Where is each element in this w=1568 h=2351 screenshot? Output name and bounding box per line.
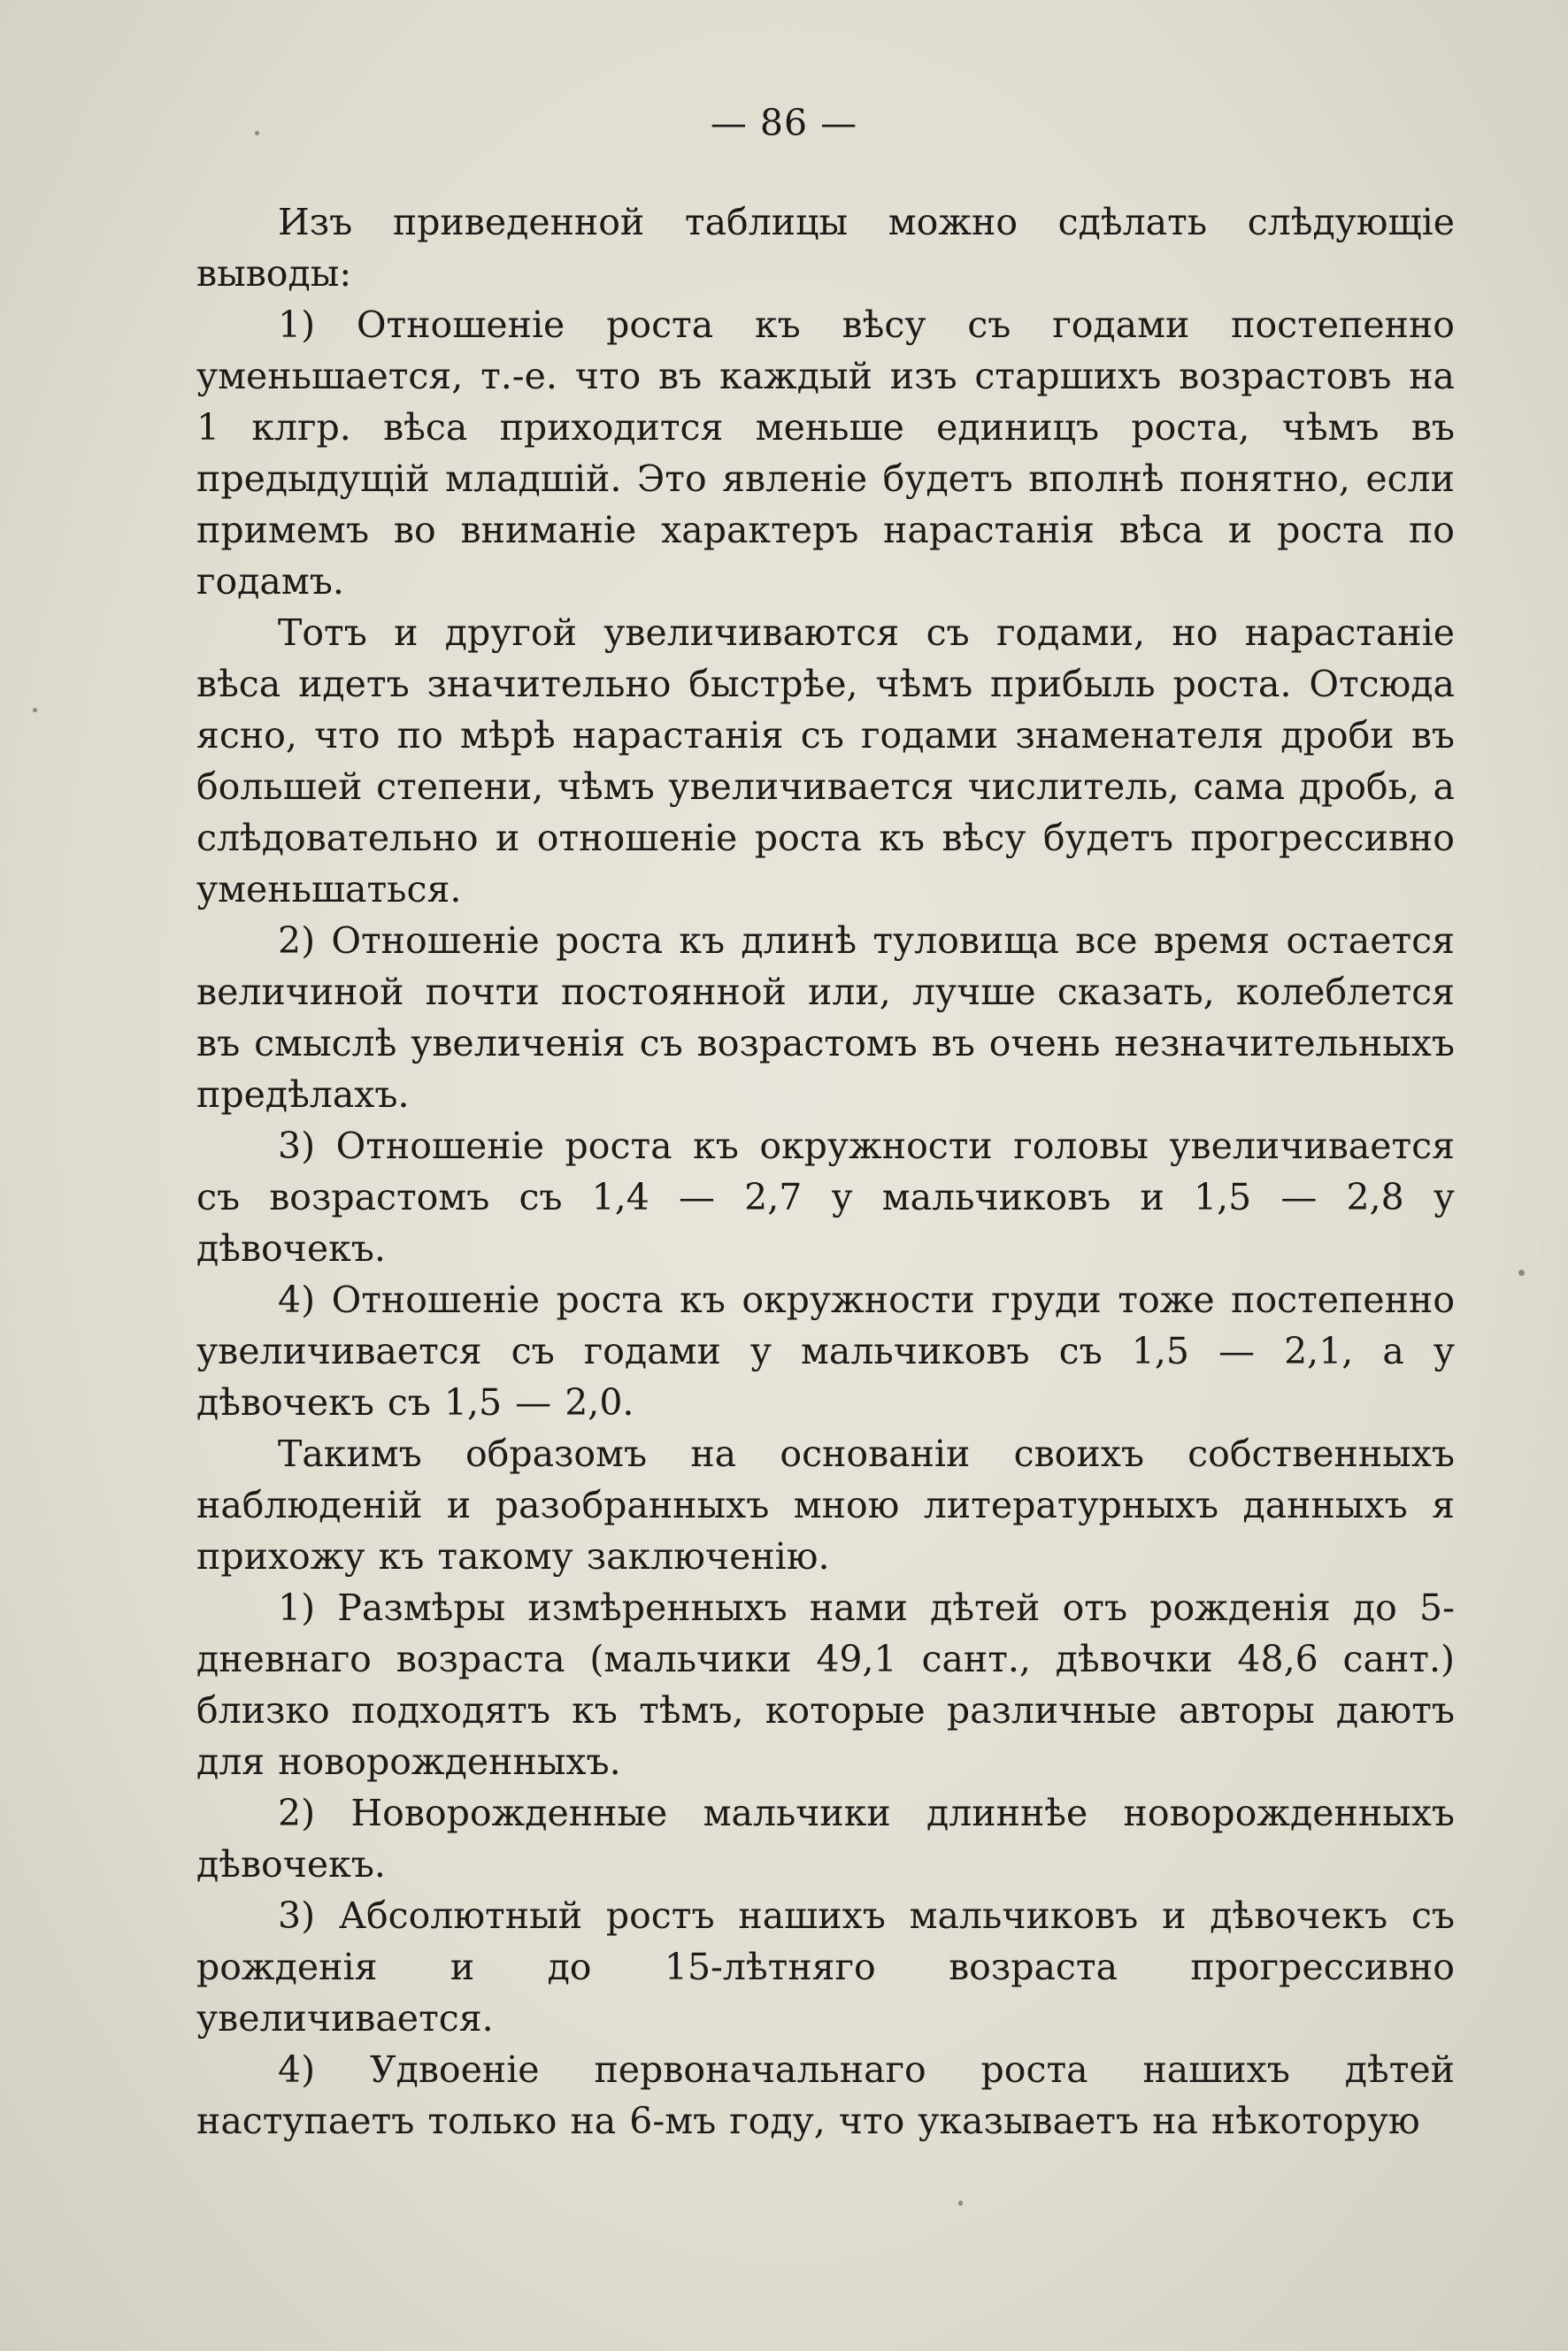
ink-speck — [958, 2201, 963, 2206]
paragraph-intro: Изъ приведенной таблицы можно сдѣлать слѣдующіе выводы: — [196, 201, 1455, 295]
body-text — [196, 196, 1455, 2147]
paragraph-summary-2: 2) Новорожденные мальчики длиннѣе новорожденныхъ дѣвочекъ. — [196, 1792, 1455, 1886]
paragraph-summary-4: 4) Удвоеніе первоначальнаго роста нашихъ дѣтей наступаетъ только на 6-мъ году, что указываетъ на нѣкоторую — [196, 2048, 1455, 2142]
ink-speck — [1518, 1270, 1525, 1276]
paragraph-conclusion-3: 3) Отношеніе роста къ окружности головы увеличивается съ возрастомъ съ 1,4 — 2,7 у мальчиковъ и 1,5 — 2,8 у дѣвочекъ. — [196, 1125, 1455, 1270]
ink-speck — [33, 708, 37, 712]
paragraph-explanation: Тотъ и другой увеличиваются съ годами, но нарастаніе вѣса идетъ значительно быстрѣе, чѣмъ прибыль роста. Отсюда ясно, что по мѣрѣ нарастанія съ годами знаменателя дроби въ большей степени, чѣмъ увеличивается числитель, сама дробь, а слѣдовательно и отношеніе роста къ вѣсу будетъ прогрессивно уменьшаться. — [196, 611, 1455, 910]
paragraph-summary-3: 3) Абсолютный ростъ нашихъ мальчиковъ и дѣвочекъ съ рожденія и до 15-лѣтняго возраста прогрессивно увеличивается. — [196, 1894, 1455, 2040]
paragraph-conclusion-2: 2) Отношеніе роста къ длинѣ туловища все время остается величиной почти постоянной или, лучше сказать, колеблется въ смыслѣ увеличенія съ возрастомъ въ очень незначительныхъ предѣлахъ. — [196, 919, 1455, 1116]
paragraph-summary-1: 1) Размѣры измѣренныхъ нами дѣтей отъ рожденія до 5-дневнаго возраста (мальчики 49,1 сант., дѣвочки 48,6 сант.) близко подходятъ къ тѣмъ, которые различные авторы даютъ для новорожденныхъ. — [196, 1587, 1455, 1783]
paragraph-conclusion-1: 1) Отношеніе роста къ вѣсу съ годами постепенно уменьшается, т.-е. что въ каждый изъ старшихъ возрастовъ на 1 клгр. вѣса приходится меньше единицъ роста, чѣмъ въ предыдущій младшій. Это явленіе будетъ вполнѣ понятно, если примемъ во вниманіе характеръ нарастанія вѣса и роста по годамъ. — [196, 303, 1455, 603]
page-number: — 86 — — [710, 102, 858, 144]
paragraph-conclusion-4: 4) Отношеніе роста къ окружности груди тоже постепенно увеличивается съ годами у мальчиковъ съ 1,5 — 2,1, а у дѣвочекъ съ 1,5 — 2,0. — [196, 1279, 1455, 1424]
paragraph-summary-intro: Такимъ образомъ на основаніи своихъ собственныхъ наблюденій и разобранныхъ мною литературныхъ данныхъ я прихожу къ такому заключенію. — [196, 1433, 1455, 1578]
